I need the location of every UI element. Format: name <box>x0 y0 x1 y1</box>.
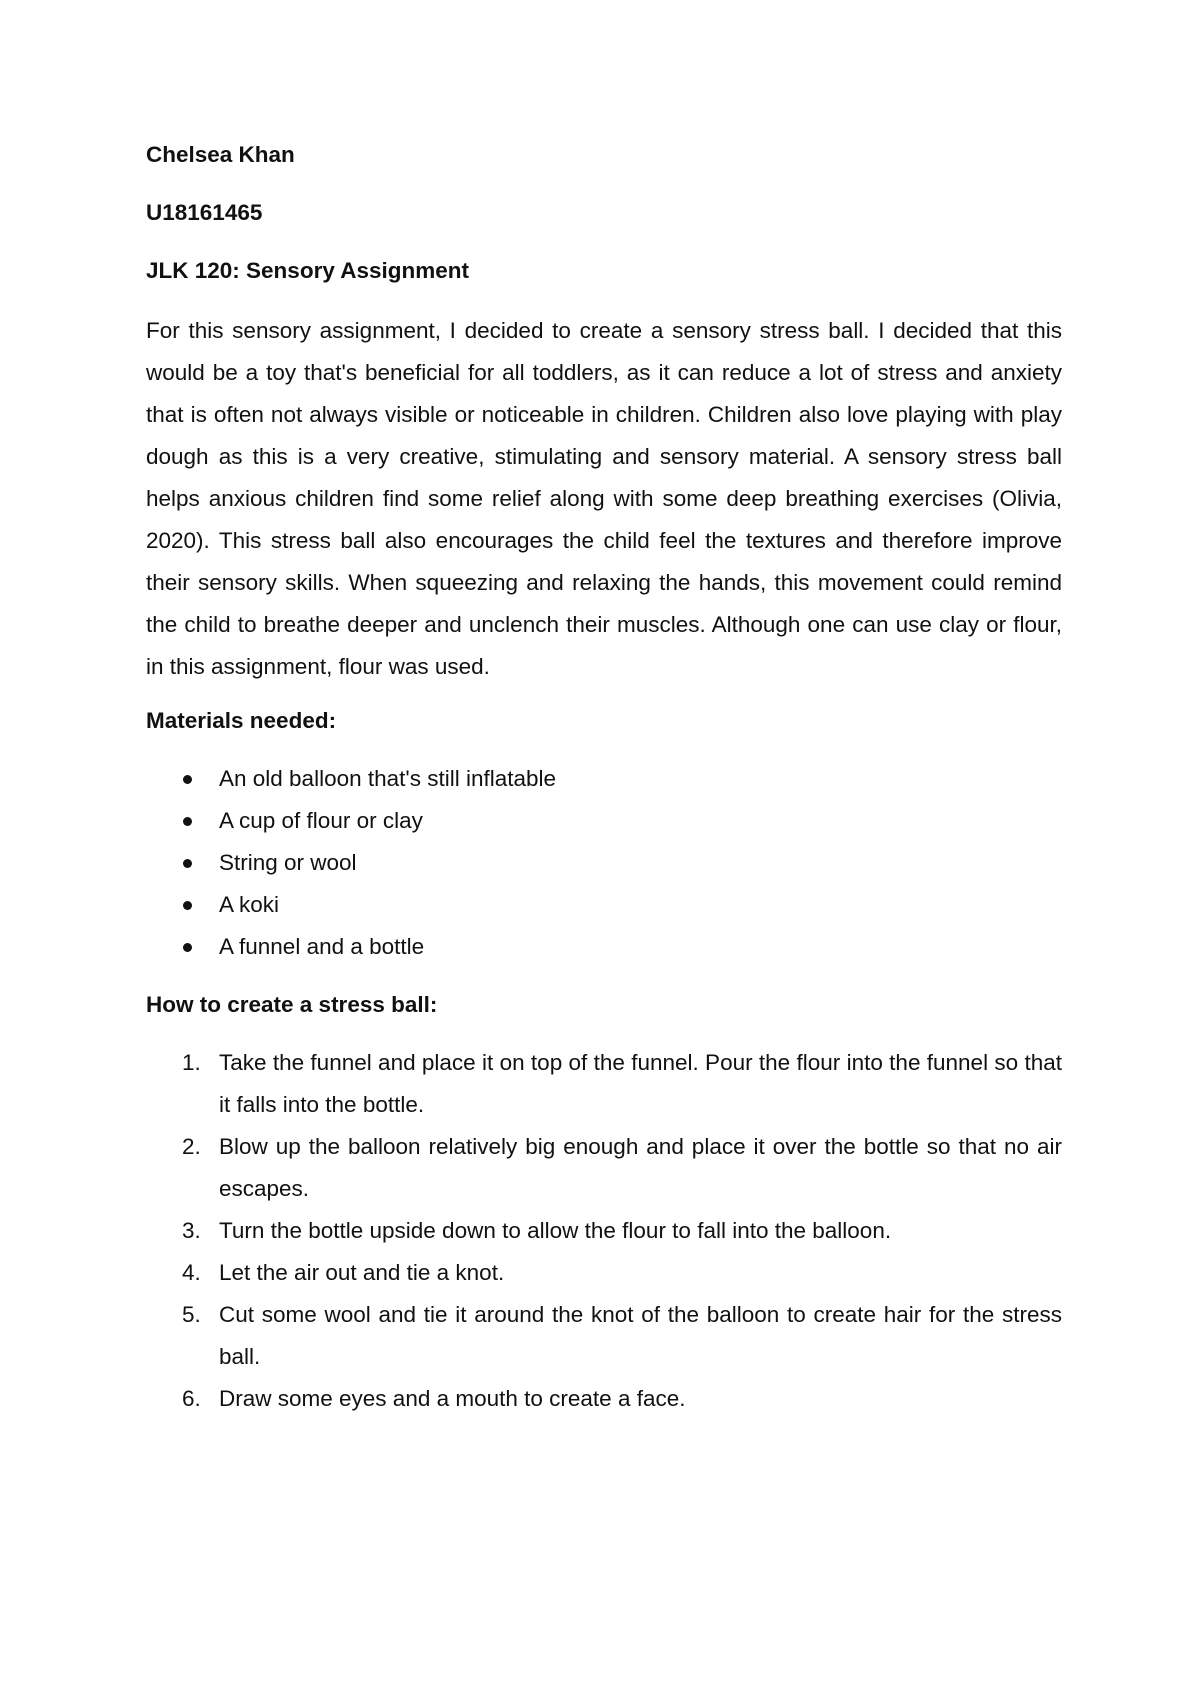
step-number: 5. <box>182 1302 201 1327</box>
list-item <box>146 1294 1062 1378</box>
step-number: 2. <box>182 1134 201 1159</box>
list-item <box>146 1126 1062 1210</box>
list-item <box>146 926 1062 968</box>
step-number: 4. <box>182 1260 201 1285</box>
author-name: Chelsea Khan <box>146 142 295 167</box>
bullet-icon <box>183 901 192 910</box>
list-item <box>146 884 1062 926</box>
step-text: Take the funnel and place it on top of the funnel. Pour the flour into the funnel so that it falls into the bottle. <box>219 1050 1062 1117</box>
material-text: An old balloon that's still inflatable <box>219 766 557 791</box>
step-text: Draw some eyes and a mouth to create a face. <box>219 1386 686 1411</box>
materials-heading: Materials needed: <box>146 708 337 733</box>
list-item <box>146 842 1062 884</box>
bullet-icon <box>183 943 192 952</box>
instructions-list <box>146 1042 1062 1420</box>
list-item <box>146 758 1062 800</box>
list-item <box>146 1252 1062 1294</box>
material-text: String or wool <box>219 850 357 875</box>
step-text: Blow up the balloon relatively big enough and place it over the bottle so that no air escapes. <box>219 1134 1062 1201</box>
list-item <box>146 1042 1062 1126</box>
step-number: 3. <box>182 1218 201 1243</box>
list-item <box>146 1378 1062 1420</box>
list-item <box>146 800 1062 842</box>
step-text: Cut some wool and tie it around the knot of the balloon to create hair for the stress ball. <box>219 1302 1062 1369</box>
material-text: A funnel and a bottle <box>219 934 425 959</box>
instructions-heading: How to create a stress ball: <box>146 992 438 1017</box>
step-text: Let the air out and tie a knot. <box>219 1260 505 1285</box>
step-text: Turn the bottle upside down to allow the flour to fall into the balloon. <box>219 1218 892 1243</box>
materials-list <box>146 758 1062 968</box>
document-body <box>146 140 1062 1420</box>
student-id: U18161465 <box>146 200 263 225</box>
material-text: A cup of flour or clay <box>219 808 423 833</box>
bullet-icon <box>183 859 192 868</box>
step-number: 1. <box>182 1050 201 1075</box>
document-title: JLK 120: Sensory Assignment <box>146 258 470 283</box>
bullet-icon <box>183 817 192 826</box>
step-number: 6. <box>182 1386 201 1411</box>
list-item <box>146 1210 1062 1252</box>
bullet-icon <box>183 775 192 784</box>
material-text: A koki <box>219 892 280 917</box>
intro-paragraph: For this sensory assignment, I decided to create a sensory stress ball. I decided that this would be a toy that's beneficial for all toddlers, as it can reduce a lot of stress and anxiety that is often not always visible or noticeable in children. Children also love playing with play dough as this is a very creative, stimulating and sensory material. A sensory stress ball helps anxious children find some relief along with some deep breathing exercises (Olivia, 2020). This stress ball also encourages the child feel the textures and therefore improve their sensory skills. When squeezing and relaxing the hands, this movement could remind the child to breathe deeper and unclench their muscles. Although one can use clay or flour, in this assignment, flour was used. <box>146 318 1062 679</box>
